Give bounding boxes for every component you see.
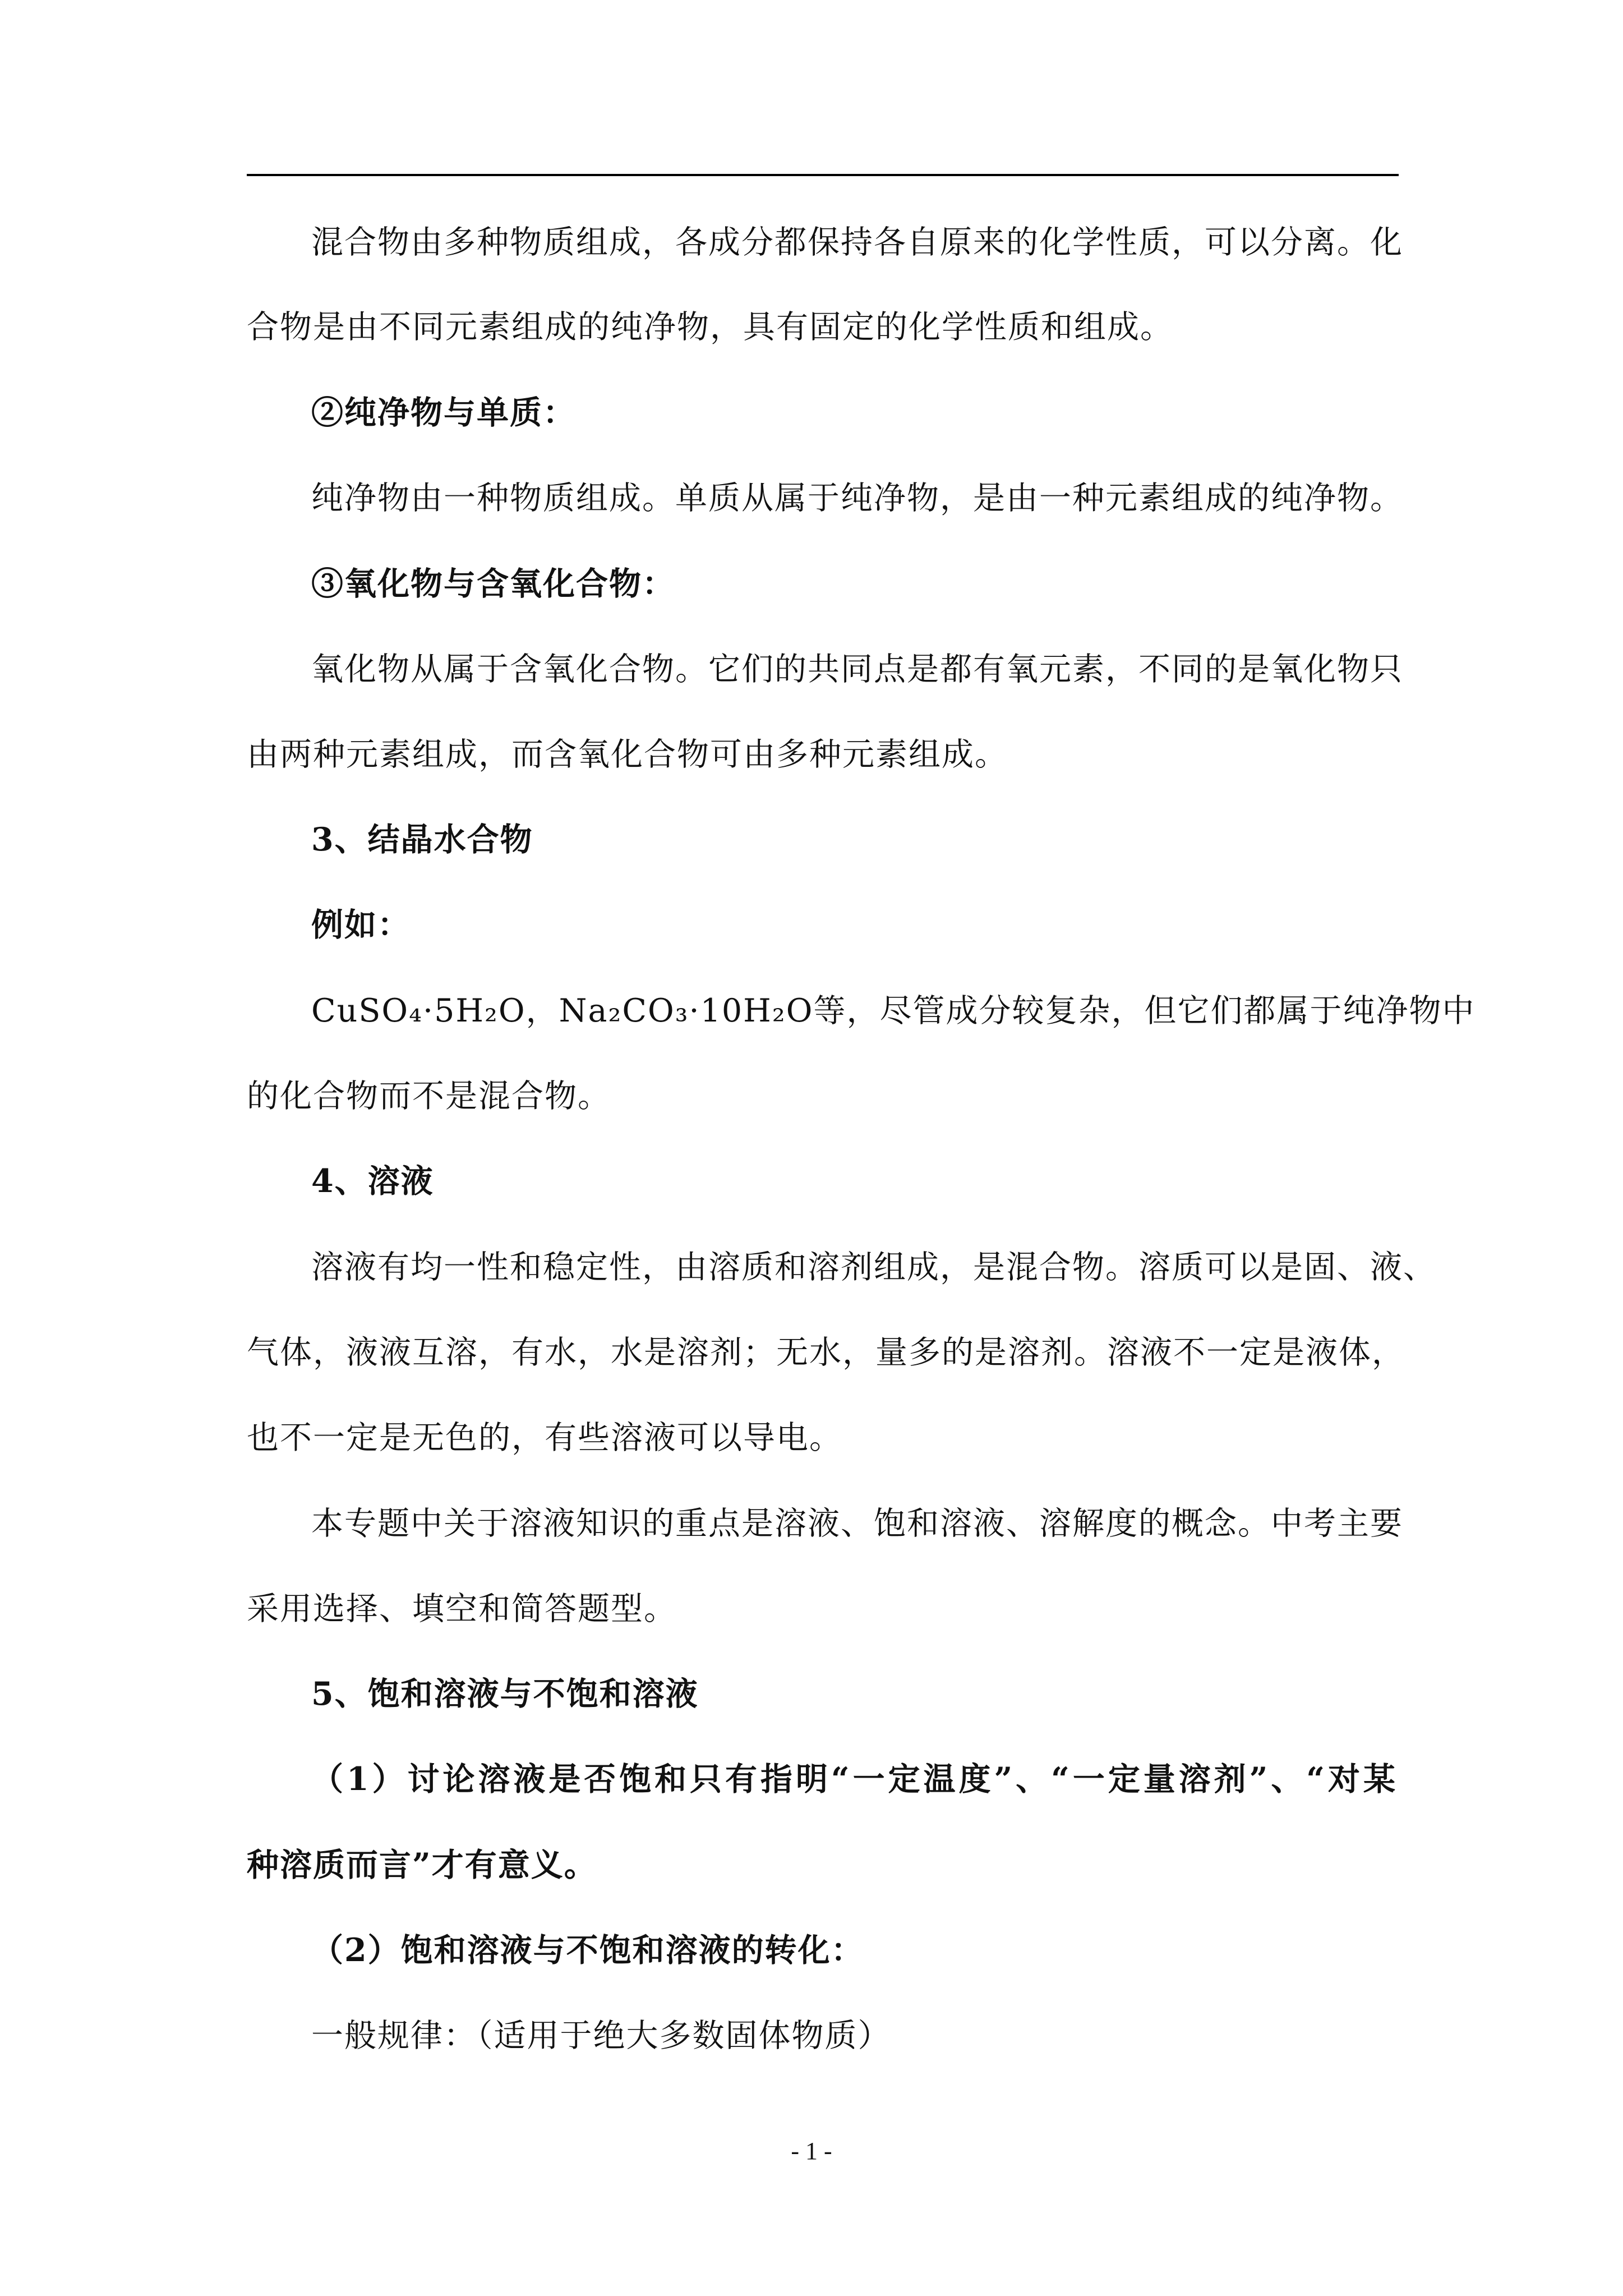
paragraph-line: 一般规律：（适用于绝大多数固体物质） — [311, 2017, 891, 2054]
section-heading: 4、溶液 — [311, 1162, 434, 1200]
subheading: ③氧化物与含氧化合物： — [311, 565, 675, 602]
subheading: （1）讨论溶液是否饱和只有指明“一定温度”、“一定量溶剂”、“对某 — [311, 1760, 1396, 1798]
paragraph-line: 也不一定是无色的，有些溶液可以导电。 — [247, 1419, 842, 1456]
paragraph-line: 氧化物从属于含氧化合物。它们的共同点是都有氧元素，不同的是氧化物只 — [311, 651, 1403, 688]
paragraph-line: 合物是由不同元素组成的纯净物，具有固定的化学性质和组成。 — [247, 309, 1173, 346]
subheading: 例如： — [311, 906, 411, 944]
paragraph-line: 气体，液液互溶，有水，水是溶剂；无水，量多的是溶剂。溶液不一定是液体， — [247, 1334, 1405, 1371]
paragraph-line: 溶液有均一性和稳定性，由溶质和溶剂组成，是混合物。溶质可以是固、液、 — [311, 1249, 1436, 1286]
header-rule — [247, 174, 1399, 176]
subheading: （2）饱和溶液与不饱和溶液的转化： — [311, 1931, 864, 1969]
paragraph-line: 的化合物而不是混合物。 — [247, 1078, 611, 1115]
paragraph-line: 混合物由多种物质组成，各成分都保持各自原来的化学性质，可以分离。化 — [311, 224, 1403, 261]
formula-line: CuSO₄·5H₂O，Na₂CO₃·10H₂O等，尽管成分较复杂，但它们都属于纯净物中 — [311, 992, 1476, 1029]
page-number: - 1 - — [791, 2137, 832, 2165]
paragraph-line: 采用选择、填空和简答题型。 — [247, 1590, 677, 1627]
paragraph-line: 由两种元素组成，而含氧化合物可由多种元素组成。 — [247, 736, 1008, 773]
paragraph-line: 纯净物由一种物质组成。单质从属于纯净物，是由一种元素组成的纯净物。 — [311, 480, 1403, 517]
section-heading: 3、结晶水合物 — [311, 821, 533, 858]
paragraph-line: 本专题中关于溶液知识的重点是溶液、饱和溶液、溶解度的概念。中考主要 — [311, 1505, 1403, 1542]
subheading: ②纯净物与单质： — [311, 394, 576, 431]
subheading: 种溶质而言”才有意义。 — [247, 1846, 597, 1884]
section-heading: 5、饱和溶液与不饱和溶液 — [311, 1675, 699, 1713]
